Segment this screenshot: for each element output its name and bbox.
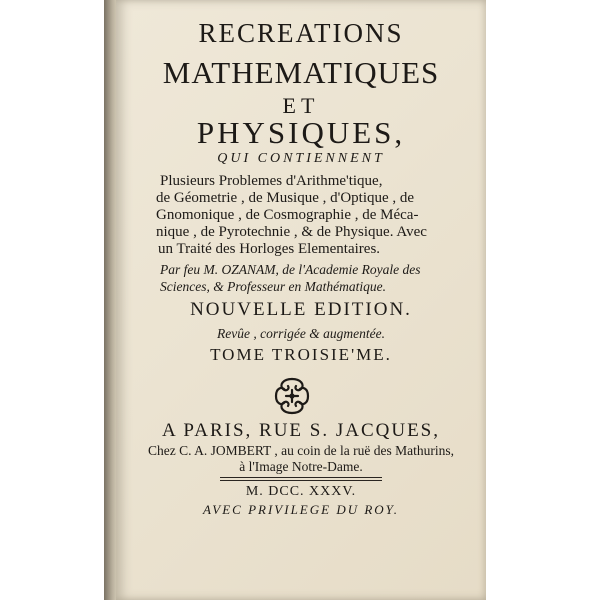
imprint-place: A PARIS, RUE S. JACQUES, bbox=[161, 420, 440, 441]
author-line: Sciences, & Professeur en Mathématique. bbox=[160, 279, 386, 294]
title-line-mathematiques: MATHEMATIQUES bbox=[162, 55, 440, 90]
author-line: Par feu M. OZANAM, de l'Academie Royale des bbox=[160, 262, 421, 277]
double-rule-top bbox=[220, 477, 382, 478]
description-line: Plusieurs Problemes d'Arithme'tique, bbox=[160, 173, 383, 189]
double-rule-bottom bbox=[220, 480, 382, 481]
description-line: nique , de Pyrotechnie , & de Physique. Avec bbox=[156, 224, 427, 240]
imprint-year: M. DCC. XXXV. bbox=[245, 484, 357, 499]
royal-privilege: AVEC PRIVILEGE DU ROY. bbox=[203, 502, 399, 517]
description-line: de Géometrie , de Musique , d'Optique , de bbox=[156, 190, 415, 206]
revision-note: Revûe , corrigée & augmentée. bbox=[217, 326, 385, 341]
volume-heading: TOME TROISIE'ME. bbox=[210, 345, 392, 364]
title-line-physiques: PHYSIQUES, bbox=[196, 115, 406, 150]
title-line-recreations: RECREATIONS bbox=[198, 18, 404, 48]
fleuron-ornament-icon bbox=[273, 376, 311, 416]
imprint-address: à l'Image Notre-Dame. bbox=[239, 459, 363, 474]
title-page bbox=[116, 0, 486, 600]
edition-heading: NOUVELLE EDITION. bbox=[190, 299, 412, 320]
title-line-et: ET bbox=[282, 93, 320, 118]
subtitle: QUI CONTIENNENT bbox=[217, 151, 385, 166]
description-line: un Traité des Horloges Elementaires. bbox=[158, 241, 381, 257]
imprint-printer: Chez C. A. JOMBERT , au coin de la ruë des Mathurins, bbox=[147, 443, 455, 458]
description-line: Gnomonique , de Cosmographie , de Méca- bbox=[156, 207, 419, 223]
